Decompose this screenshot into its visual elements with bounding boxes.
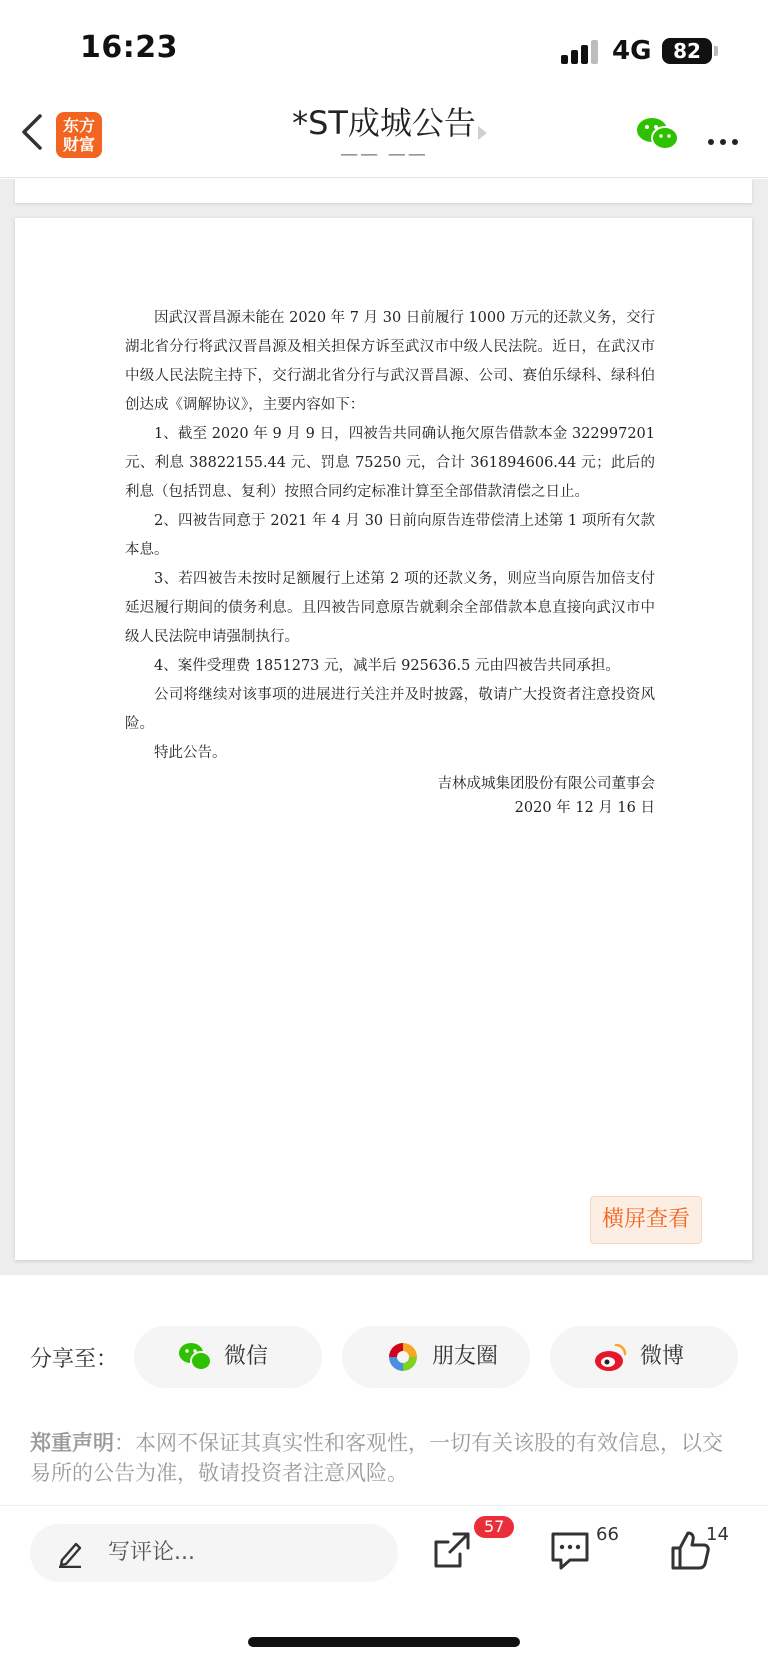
share-moments-label: 朋友圈 [432, 1344, 499, 1369]
signature-date: 2020 年 12 月 16 日 [514, 800, 655, 816]
bottom-action-bar [0, 1505, 768, 1625]
paragraph: 因武汉晋昌源未能在 2020 年 7 月 30 日前履行 1000 万元的还款义务，交行湖北省分行将武汉晋昌源及相关担保方诉至武汉市中级人民法院。近日，在武汉市中级人民法院主持下，交行湖北省分行与武汉晋昌源、公司、赛伯乐绿科、绿科伯创达成《调解协议》，主要内容如下： [125, 310, 655, 413]
nav-bar [0, 90, 768, 178]
share-count-badge: 57 [474, 1516, 514, 1538]
status-bar [0, 0, 768, 90]
share-row [0, 1326, 768, 1390]
share-weibo-label: 微博 [640, 1344, 685, 1369]
share-label: 分享至： [30, 1347, 119, 1372]
share-wechat-button[interactable] [134, 1326, 322, 1388]
comment-icon[interactable] [548, 1528, 592, 1572]
share-icon[interactable] [430, 1528, 474, 1572]
home-indicator[interactable] [248, 1637, 520, 1647]
weibo-icon [594, 1341, 628, 1373]
document-viewer[interactable] [0, 179, 768, 1275]
logo-line1: 东方 [62, 116, 95, 135]
status-time: 16:23 [80, 30, 178, 65]
disclaimer-title: 郑重声明 [30, 1431, 114, 1455]
previous-page [15, 179, 752, 203]
announcement-body [125, 304, 655, 768]
paragraph: 4、案件受理费 1851273 元，减半后 925636.5 元由四被告共同承担。 [154, 658, 620, 674]
wechat-icon [178, 1341, 212, 1373]
moments-icon [386, 1341, 420, 1373]
wechat-share-icon[interactable] [636, 116, 680, 152]
disclaimer [30, 1428, 740, 1488]
battery-tip [714, 46, 718, 56]
document-page [15, 218, 752, 1260]
page-subtitle: —— —— [340, 144, 428, 165]
signal-icon [561, 40, 601, 64]
paragraph: 公司将继续对该事项的进展进行关注并及时披露，敬请广大投资者注意投资风险。 [125, 687, 655, 732]
battery-icon: 82 [662, 38, 712, 64]
comment-placeholder: 写评论... [108, 1540, 195, 1565]
comment-input[interactable] [30, 1524, 398, 1582]
paragraph: 1、截至 2020 年 9 月 9 日，四被告共同确认拖欠原告借款本金 322997201 元、利息 38822155.44 元、罚息 75250 元，合计 361894606.44 元；此后的利息（包括罚息、复利）按照合同约定标准计算至全部借款清偿之日止。 [125, 426, 655, 500]
logo-line2: 财富 [62, 135, 95, 154]
share-weibo-button[interactable] [550, 1326, 738, 1388]
paragraph: 特此公告。 [154, 745, 227, 761]
share-moments-button[interactable] [342, 1326, 530, 1388]
comment-count: 66 [596, 1524, 619, 1545]
play-arrow-icon [478, 126, 487, 140]
pen-icon [56, 1538, 84, 1568]
signature: 吉林成城集团股份有限公司董事会 [437, 776, 655, 792]
landscape-view-button[interactable]: 横屏查看 [590, 1196, 702, 1244]
signature-block [315, 772, 655, 820]
paragraph: 3、若四被告未按时足额履行上述第 2 项的还款义务，则应当向原告加倍支付延迟履行期间的债务利息。且四被告同意原告就剩余全部借款本息直接向武汉市中级人民法院申请强制执行。 [125, 571, 655, 645]
disclaimer-text: ：本网不保证其真实性和客观性，一切有关该股的有效信息，以交易所的公告为准，敬请投资者注意风险。 [30, 1431, 723, 1485]
more-icon[interactable] [708, 130, 748, 140]
network-type: 4G [612, 36, 652, 66]
page-title: *ST成城公告 [292, 104, 476, 142]
paragraph: 2、四被告同意于 2021 年 4 月 30 日前向原告连带偿清上述第 1 项所有欠款本息。 [125, 513, 655, 558]
like-count: 14 [706, 1524, 729, 1545]
share-wechat-label: 微信 [224, 1344, 269, 1369]
